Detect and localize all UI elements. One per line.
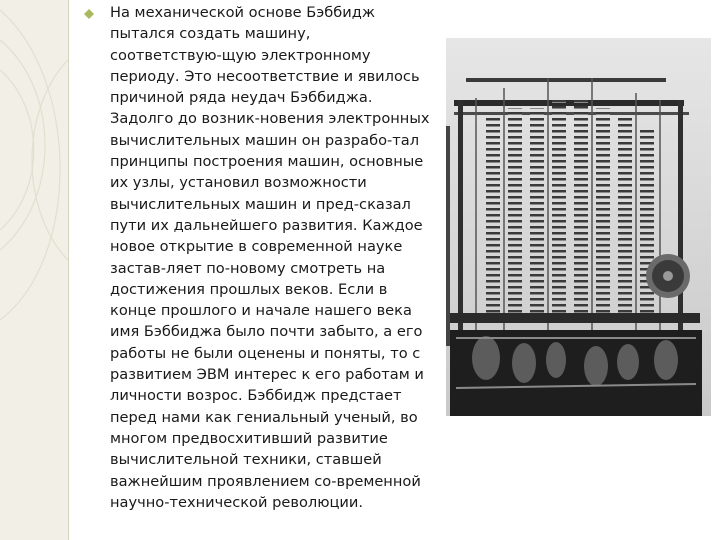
- body-paragraph: [110, 2, 445, 513]
- paragraph-line: личности возрос. Бэббидж предстает: [110, 387, 402, 405]
- paragraph-line: Задолго до возник-новения электронных: [110, 110, 430, 128]
- paragraph-line: пытался создать машину,: [110, 25, 311, 43]
- diamond-bullet-icon: [84, 9, 94, 19]
- paragraph-line: важнейшим проявлением со-временной: [110, 472, 421, 490]
- paragraph-line: работы не были оценены и поняты, то с: [110, 344, 421, 362]
- paragraph-line: пути их дальнейшего развития. Каждое: [110, 216, 423, 234]
- paragraph-line: застав-ляет по-новому смотреть на: [110, 259, 386, 277]
- paragraph-line: их узлы, установил возможности: [110, 174, 367, 192]
- side-band-divider: [68, 0, 69, 540]
- paragraph-line: имя Бэббиджа было почти забыто, а его: [110, 323, 423, 341]
- paragraph-line: конце прошлого и начале нашего века: [110, 302, 412, 320]
- paragraph-line: научно-технической революции.: [110, 493, 364, 511]
- paragraph-line: вычислительных машин он разрабо-тал: [110, 131, 420, 149]
- analytical-engine-photo: [446, 38, 711, 416]
- paragraph-line: вычислительных машин и пред-сказал: [110, 195, 411, 213]
- paragraph-line: развитием ЭВМ интерес к его работам и: [110, 366, 424, 384]
- paragraph-line: многом предвосхитивший развитие: [110, 429, 388, 447]
- paragraph-line: перед нами как гениальный ученый, во: [110, 408, 418, 426]
- paragraph-line: соответствую-щую электронному: [110, 46, 371, 64]
- decorative-arcs: [0, 0, 68, 540]
- paragraph-line: достижения прошлых веков. Если в: [110, 280, 388, 298]
- paragraph-line: принципы построения машин, основные: [110, 153, 424, 171]
- paragraph-line: вычислительной техники, ставшей: [110, 451, 382, 469]
- paragraph-line: причиной ряда неудач Бэббиджа.: [110, 89, 373, 107]
- paragraph-line: новое открытие в современной науке: [110, 238, 403, 256]
- paragraph-line: периоду. Это несоответствие и явилось: [110, 67, 420, 85]
- paragraph-line: На механической основе Бэббидж: [110, 4, 376, 21]
- machine-illustration: [446, 38, 711, 416]
